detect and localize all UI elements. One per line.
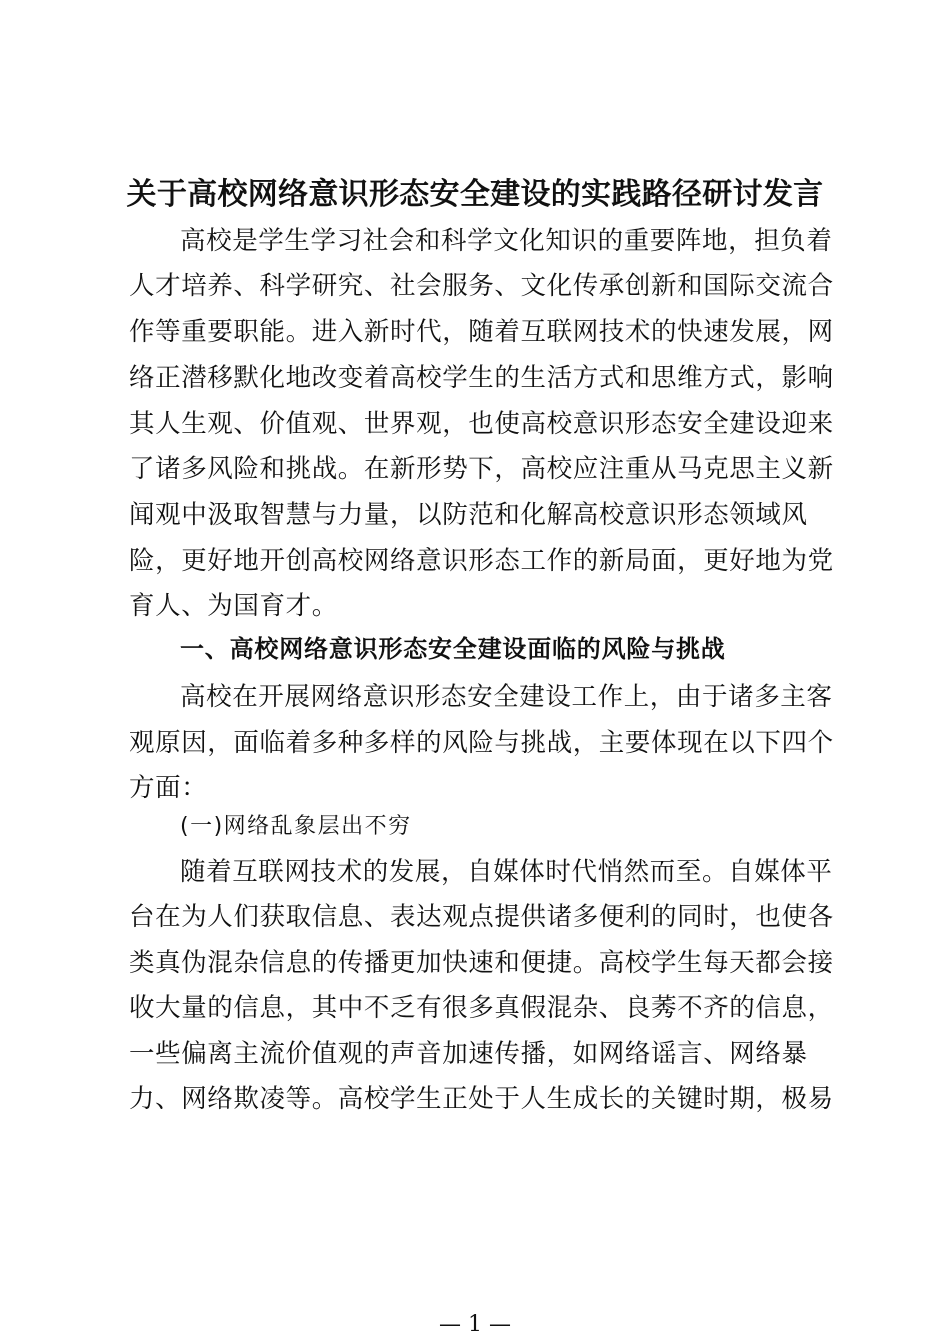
paragraph-line: 络正潜移默化地改变着高校学生的生活方式和思维方式，影响 — [129, 363, 834, 393]
paragraph-line: 台在为人们获取信息、表达观点提供诸多便利的同时，也使各 — [129, 902, 834, 932]
paragraph-line: 高校在开展网络意识形态安全建设工作上，由于诸多主客 — [180, 682, 833, 712]
paragraph-line: 收大量的信息，其中不乏有很多真假混杂、良莠不齐的信息， — [129, 993, 834, 1023]
paragraph-line: 人才培养、科学研究、社会服务、文化传承创新和国际交流合 — [129, 271, 834, 301]
paragraph-line: 高校是学生学习社会和科学文化知识的重要阵地，担负着 — [180, 226, 833, 256]
subsection-heading: (一)网络乱象层出不穷 — [180, 814, 412, 839]
paragraph-line: 力、网络欺凌等。高校学生正处于人生成长的关键时期，极易 — [129, 1084, 834, 1114]
paragraph-line: 一些偏离主流价值观的声音加速传播，如网络谣言、网络暴 — [129, 1039, 808, 1069]
paragraph-line: 其人生观、价值观、世界观，也使高校意识形态安全建设迎来 — [129, 409, 834, 439]
section-heading: 一、高校网络意识形态安全建设面临的风险与挑战 — [180, 635, 726, 663]
paragraph-line: 险，更好地开创高校网络意识形态工作的新局面，更好地为党 — [129, 546, 834, 576]
paragraph-line: 类真伪混杂信息的传播更加快速和便捷。高校学生每天都会接 — [129, 948, 834, 978]
paragraph-line: 育人、为国育才。 — [129, 591, 338, 621]
paragraph-line: 观原因，面临着多种多样的风险与挑战，主要体现在以下四个 — [129, 728, 834, 758]
paragraph-line: 了诸多风险和挑战。在新形势下，高校应注重从马克思主义新 — [129, 454, 834, 484]
paragraph-line: 闻观中汲取智慧与力量，以防范和化解高校意识形态领域风 — [129, 500, 808, 530]
paragraph-line: 作等重要职能。进入新时代，随着互联网技术的快速发展，网 — [129, 317, 834, 347]
paragraph-line: 随着互联网技术的发展，自媒体时代悄然而至。自媒体平 — [180, 857, 833, 887]
document-title: 关于高校网络意识形态安全建设的实践路径研讨发言 — [126, 177, 824, 212]
paragraph-line: 方面： — [129, 773, 208, 803]
page-number: — 1 — — [439, 1312, 511, 1337]
